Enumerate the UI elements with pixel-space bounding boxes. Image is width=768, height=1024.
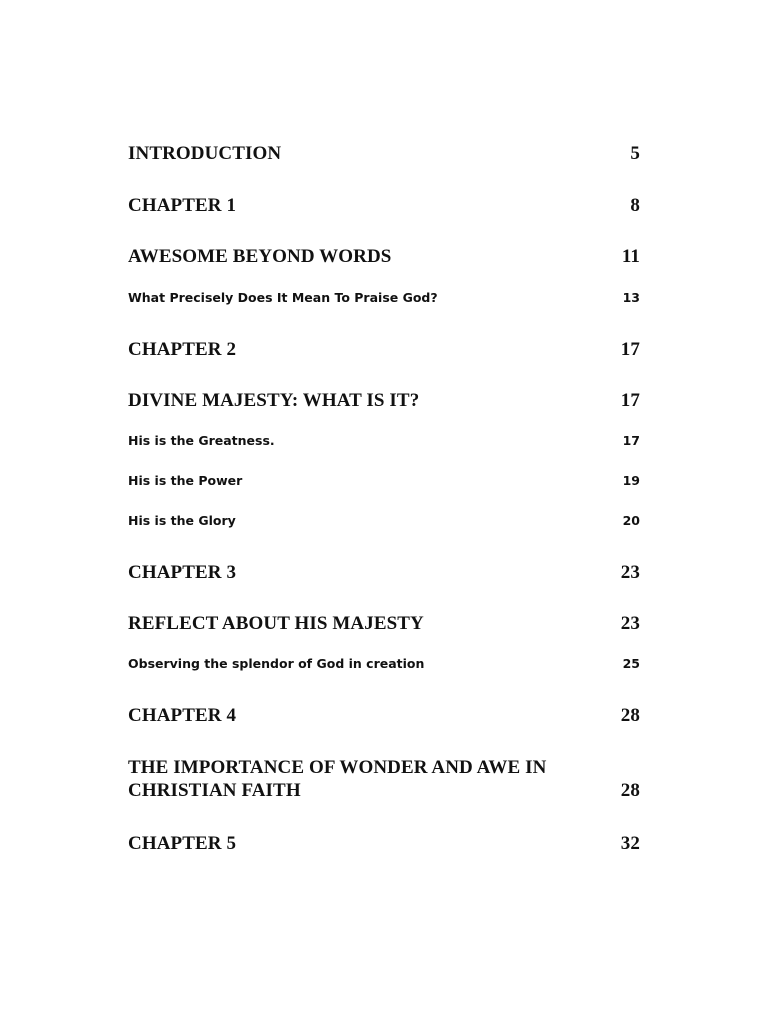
- toc-entry-chapter-3: [128, 561, 640, 584]
- toc-entry-page-number: 28: [620, 780, 640, 801]
- toc-entry-title: CHAPTER 5: [128, 833, 237, 854]
- toc-entry-page-number: 25: [622, 656, 640, 671]
- toc-entry-title: DIVINE MAJESTY: WHAT IS IT?: [128, 390, 420, 411]
- toc-entry-title: REFLECT ABOUT HIS MAJESTY: [128, 613, 424, 634]
- toc-entry-title: THE IMPORTANCE OF WONDER AND AWE IN CHRISTIAN FAITH: [128, 757, 547, 801]
- toc-subentry-glory: [128, 513, 640, 529]
- toc-entry-page-number: 17: [620, 390, 640, 411]
- toc-entry-page-number: 20: [622, 513, 640, 528]
- toc-entry-page-number: 17: [622, 433, 640, 448]
- toc-entry-title: AWESOME BEYOND WORDS: [128, 246, 392, 267]
- toc-entry-wonder-and-awe: [128, 756, 640, 802]
- toc-entry-page-number: 23: [620, 562, 640, 583]
- toc-entry-chapter-2: [128, 338, 640, 361]
- toc-entry-awesome-beyond-words: [128, 245, 640, 268]
- toc-subentry-splendor-creation: [128, 656, 640, 672]
- toc-entry-title: CHAPTER 2: [128, 339, 237, 360]
- toc-entry-title: His is the Glory: [128, 513, 236, 528]
- toc-entry-page-number: 11: [621, 246, 640, 267]
- toc-entry-reflect-majesty: [128, 612, 640, 635]
- toc-entry-page-number: 13: [622, 290, 640, 305]
- toc-entry-chapter-5: [128, 832, 640, 855]
- toc-entry-page-number: 5: [630, 143, 640, 164]
- toc-entry-introduction: [128, 142, 640, 165]
- toc-entry-page-number: 32: [620, 833, 640, 854]
- toc-entry-page-number: 17: [620, 339, 640, 360]
- toc-entry-title: What Precisely Does It Mean To Praise God?: [128, 290, 438, 305]
- table-of-contents: [128, 0, 640, 1024]
- toc-entry-title: His is the Power: [128, 473, 243, 488]
- toc-entry-chapter-4: [128, 704, 640, 727]
- toc-entry-title: CHAPTER 3: [128, 562, 237, 583]
- toc-entry-chapter-1: [128, 194, 640, 217]
- toc-entry-title: CHAPTER 4: [128, 705, 237, 726]
- toc-subentry-greatness: [128, 433, 640, 449]
- toc-subentry-power: [128, 473, 640, 489]
- toc-entry-page-number: 28: [620, 705, 640, 726]
- toc-entry-page-number: 19: [622, 473, 640, 488]
- toc-entry-page-number: 23: [620, 613, 640, 634]
- toc-entry-title: CHAPTER 1: [128, 195, 237, 216]
- toc-entry-title: Observing the splendor of God in creation: [128, 656, 425, 671]
- toc-entry-title: INTRODUCTION: [128, 143, 282, 164]
- toc-subentry-praise-god: [128, 290, 640, 306]
- toc-entry-page-number: 8: [630, 195, 640, 216]
- toc-entry-divine-majesty: [128, 389, 640, 412]
- toc-entry-title: His is the Greatness.: [128, 433, 275, 448]
